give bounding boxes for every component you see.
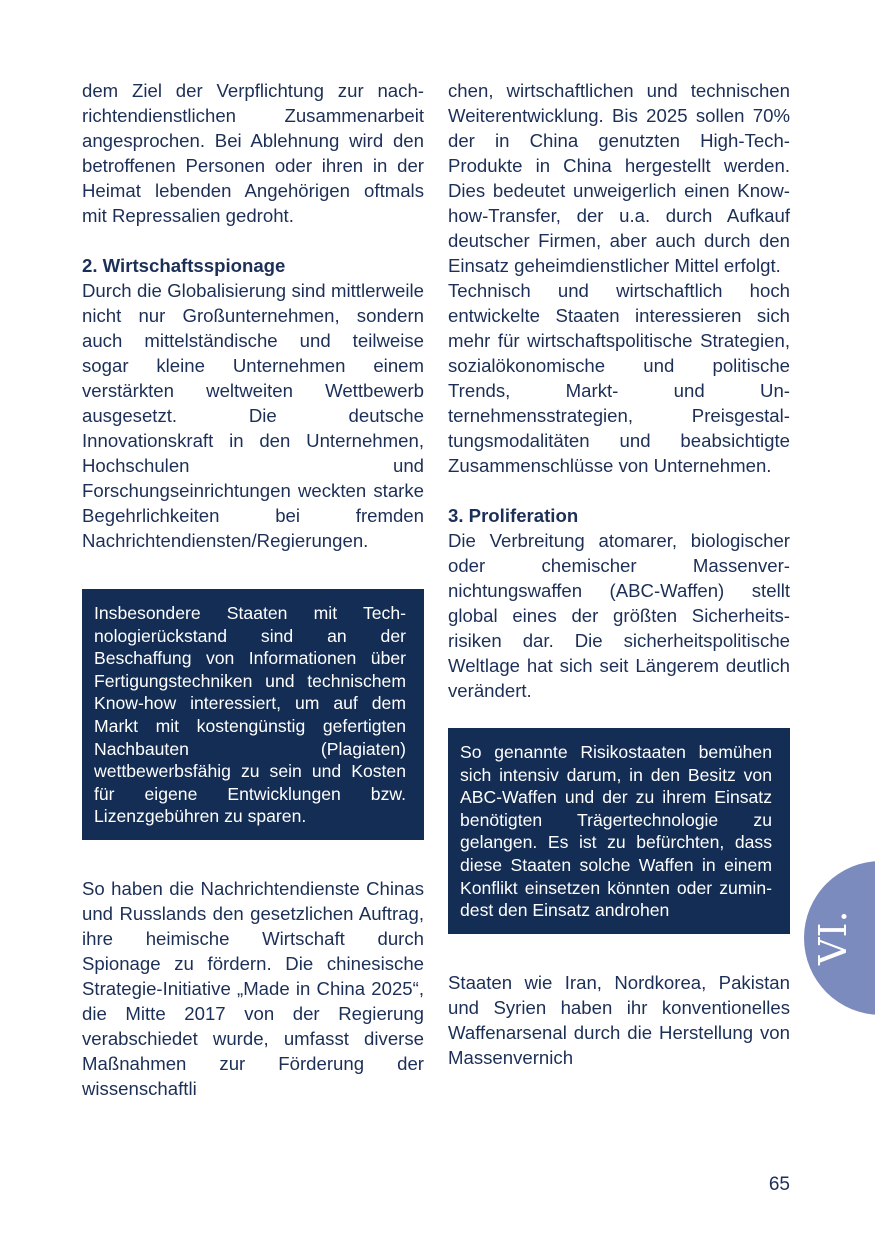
page-number: 65 [768, 1174, 790, 1195]
proliferation-paragraph: Die Verbreitung atomarer, biologischer oder chemischer Massenvernichtungswaffen (ABC-Waffen) stellt global eines der größten Sicherheitsrisiken dar. Die sicherheitspolitische Weltlage hat sich seit Längerem deutlich verändert. [448, 530, 790, 701]
highlight-box-text: Insbesondere Staaten mit Technologierückstand sind an der Beschaffung von Informationen über Fertigungstechniken und technischem Know-how interessiert, um auf dem Markt mit kostengünstig gefertigten Nachbauten (Plagiaten) wettbewerbsfähig zu sein und Kosten für eigene Entwicklungen bzw. Lizenzgebühren zu sparen. [94, 603, 406, 827]
section-heading-wirtschaftsspionage: 2. Wirtschaftsspionage [82, 255, 286, 276]
chapter-tab-label: VI. [811, 910, 855, 966]
highlight-box-text: So genannte Risikostaaten bemühen sich intensiv darum, in den Besitz von ABC-Waffen und der zu ihrem Einsatz benötigten Trägertechnologie zu gelangen. Es ist zu befürchten, dass diese Staaten solche Waffen in einem Konflikt einsetzen könnten oder zumindest den Einsatz androhen [460, 742, 772, 921]
left-column [82, 78, 424, 1101]
interests-paragraph: Technisch und wirtschaftlich hoch entwickelte Staaten interessieren sich mehr für wirtschaftspolitische Strategien, sozialökonomische und politische Trends, Markt- und Unternehmensstrategien, Preisgestaltungsmodalitäten und beabsichtigte Zusammenschlüsse von Unternehmen. [448, 280, 790, 476]
highlight-box-risk-states [448, 728, 790, 934]
wirtschaftsspionage-paragraph: Durch die Globalisierung sind mittlerweile nicht nur Großunternehmen, sondern auch mittelständische und teilweise sogar kleine Unternehmen einem verstärkten weltweiten Wettbewerb ausgesetzt. Die deutsche Innovationskraft in den Unternehmen, Hochschulen und Forschungseinrichtungen weckten starke Begehrlichkeiten bei fremden Nachrichtendiensten/Regierungen. [82, 280, 424, 551]
china-russia-paragraph: So haben die Nachrichtendienste Chinas und Russlands den gesetzlichen Auftrag, ihre heimische Wirtschaft durch Spionage zu fördern. Die chinesische Strategie-Initiative „Made in China 2025“, die Mitte 2017 von der Regierung verabschiedet wurde, umfasst diverse Maßnahmen zur Förderung der wissenschaftli [82, 877, 424, 1099]
right-column [448, 78, 790, 1070]
highlight-box-technology [82, 589, 424, 840]
states-paragraph: Staaten wie Iran, Nordkorea, Pakistan und Syrien haben ihr konventionelles Waffenarsenal durch die Herstellung von Massenvernich [448, 971, 790, 1068]
continuation-paragraph: chen, wirtschaftlichen und technischen Weiterentwicklung. Bis 2025 sollen 70% der in China genutzten High-Tech-Produkte in China hergestellt werden. Dies bedeutet unweigerlich einen Know-how-Transfer, der u.a. durch Aufkauf deutscher Firmen, aber auch durch den Einsatz geheimdienstlicher Mittel erfolgt. [448, 80, 790, 276]
section-heading-proliferation: 3. Proliferation [448, 505, 579, 526]
intro-paragraph: dem Ziel der Verpflichtung zur nachrichtendienstlichen Zusammenarbeit angesprochen. Bei Ablehnung wird den betroffenen Personen oder ihren in der Heimat lebenden Angehörigen oftmals mit Repressalien gedroht. [82, 80, 424, 226]
